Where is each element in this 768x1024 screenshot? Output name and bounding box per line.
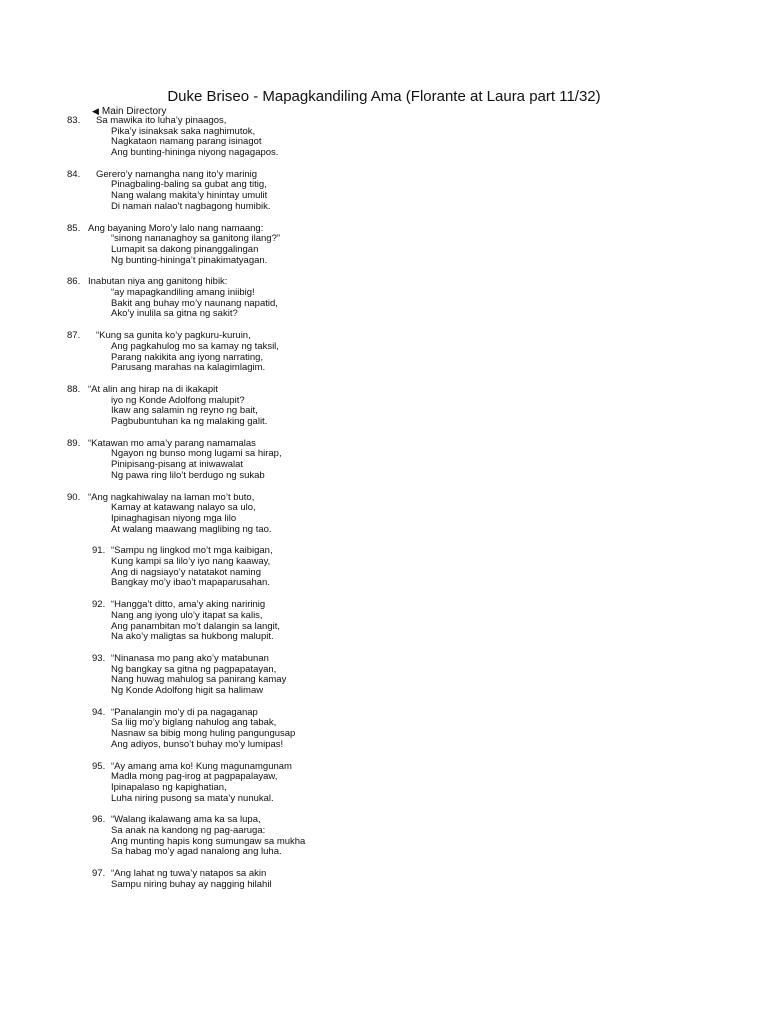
stanza-91: [0, 546, 768, 600]
verse-line: At walang maawang maglibing ng tao.: [111, 523, 272, 535]
stanza-94: [0, 708, 768, 762]
stanza-93: [0, 654, 768, 708]
stanza-number: 96.: [92, 814, 106, 826]
stanza-number: 85.: [67, 222, 81, 234]
back-arrow-icon: ◀: [92, 106, 99, 116]
verse-line: “ay mapagkandiling amang iniibig!: [111, 287, 255, 299]
stanza-number: 94.: [92, 706, 106, 718]
verse-line: Ng pawa ring lilo’t berdugo ng sukab: [111, 469, 265, 481]
stanza-number: 86.: [67, 276, 81, 288]
verse-line: “Kung sa gunita ko’y pagkuru-kuruin,: [96, 330, 251, 342]
stanza-number: 88.: [67, 383, 81, 395]
verse-line: Nang ang iyong ulo’y itapat sa kalis,: [111, 609, 263, 621]
verse-line: Ako’y inulila sa gitna ng sakit?: [111, 308, 238, 320]
verse-line: Ang pagkahulog mo sa kamay ng taksil,: [111, 340, 279, 352]
stanza-86: [0, 277, 768, 331]
verse-line: Madla mong pag-irog at pagpapalayaw,: [111, 771, 278, 783]
stanza-95: [0, 762, 768, 816]
verse-line: Kung kampi sa lilo’y iyo nang kaaway,: [111, 556, 271, 568]
stanza-number: 84.: [67, 168, 81, 180]
verse-line: Ngayon ng bunso mong lugami sa hirap,: [111, 448, 282, 460]
verse-line: Nang walang makita’y hinintay umulit: [111, 190, 268, 202]
verse-line: “Ay amang ama ko! Kung magunamgunam: [111, 760, 292, 772]
verse-line: Parusang marahas na kalagimlagim.: [111, 362, 266, 374]
verse-line: Ng Konde Adolfong higit sa halimaw: [111, 685, 264, 697]
verse-line: “Sampu ng lingkod mo’t mga kaibigan,: [111, 545, 273, 557]
verse-line: Parang nakikita ang iyong narrating,: [111, 351, 264, 363]
verse-line: Bakit ang buhay mo’y naunang napatid,: [111, 297, 278, 309]
stanza-96: [0, 815, 768, 869]
verse-line: “sinong nananaghoy sa ganitong ilang?”: [111, 233, 281, 245]
stanza-number: 93.: [92, 652, 106, 664]
verse-line: Di naman nalao’t nagbagong humibik.: [111, 200, 271, 212]
verse-line: “Panalangin mo’y di pa nagaganap: [111, 706, 258, 718]
stanza-number: 95.: [92, 760, 106, 772]
stanza-number: 83.: [67, 115, 81, 126]
stanza-83: [0, 116, 768, 170]
verse-line: Luha niring pusong sa mata’y nunukal.: [111, 792, 274, 804]
verse-line: Pinagbaling-baling sa gubat ang titig,: [111, 179, 267, 191]
verse-line: “At alin ang hirap na di ikakapit: [88, 383, 218, 395]
verse-line: Sa mawika ito luha’y pinaagos,: [96, 115, 227, 126]
verse-line: Pinipisang-pisang at iniwawalat: [111, 459, 244, 471]
verse-line: Nang huwag mahulog sa panirang kamay: [111, 674, 287, 686]
verse-line: Pagbubuntuhan ka ng malaking galit.: [111, 416, 268, 428]
main-directory-label: Main Directory: [101, 106, 167, 117]
stanza-number: 92.: [92, 599, 106, 611]
verse-line: Kamay at katawang nalayo sa ulo,: [111, 502, 256, 514]
verse-line: Ipinapalaso ng kapighatian,: [111, 781, 227, 793]
stanza-number: 91.: [92, 545, 106, 557]
stanza-89: [0, 439, 768, 493]
verse-line: “Hangga’t ditto, ama’y aking naririnig: [111, 599, 266, 611]
verse-line: Bangkay mo’y ibao’t mapaparusahan.: [111, 577, 270, 589]
verse-line: Gerero’y namangha nang ito’y marinig: [96, 168, 258, 180]
verse-line: Nagkataon namang parang isinagot: [111, 136, 262, 148]
stanza-90: [0, 493, 768, 547]
verse-line: Ang di nagsiayo’y natatakot naming: [111, 566, 261, 578]
verse-line: Sa liig mo’y biglang nahulog ang tabak,: [111, 717, 277, 729]
verse-line: “Ang lahat ng tuwa’y natapos sa akin: [111, 868, 267, 880]
stanza-87: [0, 331, 768, 385]
verse-line: Ang bunting-hininga niyong nagagapos.: [111, 147, 279, 159]
verse-line: Ang bayaning Moro’y lalo nang namaang:: [88, 222, 264, 234]
poem-body: [0, 116, 768, 923]
verse-line: Ang panambitan mo’t dalangin sa langit,: [111, 620, 281, 632]
verse-line: iyo ng Konde Adolfong malupit?: [111, 394, 245, 406]
verse-line: “Ninanasa mo pang ako’y matabunan: [111, 652, 269, 664]
verse-line: Ang adiyos, bunso’t buhay mo’y lumipas!: [111, 738, 284, 750]
verse-line: Pika’y isinaksak saka naghimutok,: [111, 125, 256, 137]
stanza-number: 89.: [67, 437, 81, 449]
stanza-85: [0, 224, 768, 278]
verse-line: Ikaw ang salamin ng reyno ng bait,: [111, 405, 258, 417]
verse-line: Inabutan niya ang ganitong hibik:: [88, 276, 228, 288]
verse-line: Ipinaghagisan niyong mga lilo: [111, 512, 237, 524]
verse-line: Sa habag mo’y agad nanalong ang luha.: [111, 846, 282, 858]
verse-line: Ng bangkay sa gitna ng pagpapatayan,: [111, 663, 277, 675]
verse-line: Nasnaw sa bibig mong huling pangungusap: [111, 728, 296, 740]
stanza-number: 97.: [92, 868, 106, 880]
verse-line: Ng bunting-hininga’t pinakimatyagan.: [111, 254, 268, 266]
page-title: Duke Briseo - Mapagkandiling Ama (Florante at Laura part 11/32): [167, 88, 601, 105]
verse-line: “Katawan mo ama’y parang namamalas: [88, 437, 256, 449]
verse-line: Na ako’y maligtas sa hukbong malupit.: [111, 631, 274, 643]
verse-line: “Walang ikalawang ama ka sa lupa,: [111, 814, 261, 826]
stanza-number: 90.: [67, 491, 81, 503]
verse-line: Ang munting hapis kong sumungaw sa mukha: [111, 835, 306, 847]
stanza-97: [0, 869, 768, 923]
verse-line: Sampu niring buhay ay nagging hilahil: [111, 878, 272, 890]
stanza-number: 87.: [67, 330, 81, 342]
stanza-88: [0, 385, 768, 439]
verse-line: “Ang nagkahiwalay na laman mo’t buto,: [88, 491, 255, 503]
verse-line: Lumapit sa dakong pinanggalingan: [111, 243, 259, 255]
stanza-92: [0, 600, 768, 654]
verse-line: Sa anak na kandong ng pag-aaruga:: [111, 825, 266, 837]
stanza-84: [0, 170, 768, 224]
